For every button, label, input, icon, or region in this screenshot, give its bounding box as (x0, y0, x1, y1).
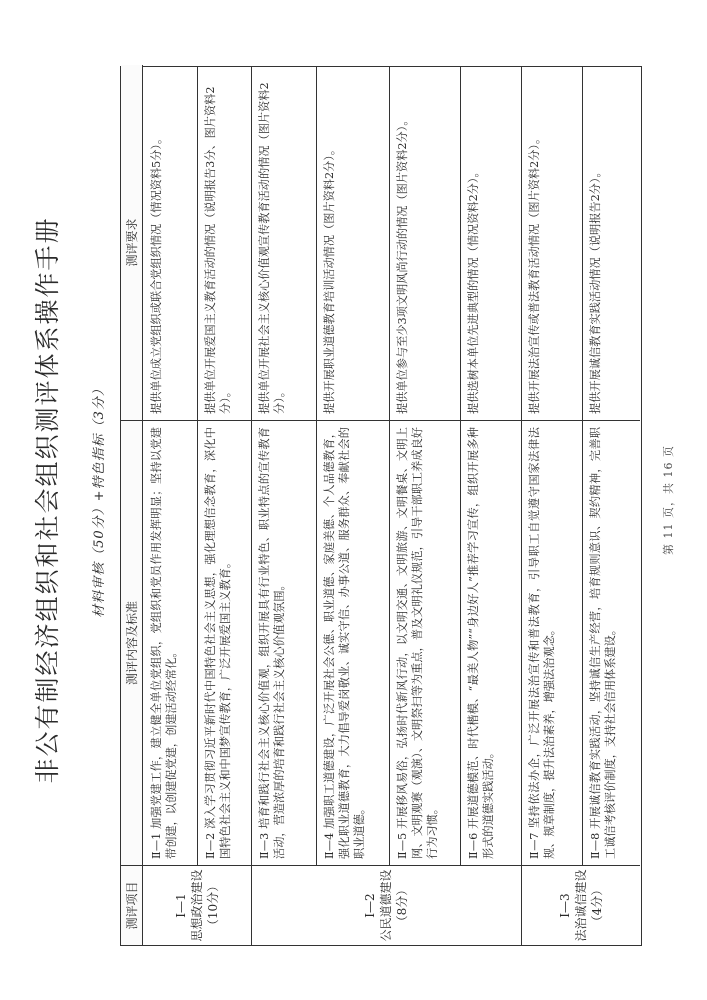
header-content: 测评内容及标准 (121, 420, 143, 865)
content-cell: Ⅱ—7 坚持依法办企，广泛开展法治宣传和普法教育，引导职工自觉遵守国家法律法规、规章制度，提升法治素养，增强法治观念。 (521, 420, 582, 865)
requirement-cell: 提供开展诚信教育实践活动情况（说明报告2分）。 (589, 166, 602, 414)
header-requirement: 测评要求 (121, 65, 143, 420)
content-cell: Ⅱ—6 开展道德模范、时代楷模、“最美人物”“身边好人”推荐学习宣传，组织开展多种形式的道德实践活动。 (460, 420, 521, 865)
content-cell: Ⅱ—4 加强职工道德建设，广泛开展社会公德、职业道德、家庭美德、个人品德教育，强化职业道德教育，大力倡导爱岗敬业、诚实守信、办事公道、服务群众、奉献社会的职业道德。 (316, 420, 389, 865)
category-score: （8分） (395, 883, 409, 928)
requirement-cell: 提供单位参与至少3项文明风尚行动的情况（图片资料2分）。 (396, 114, 409, 414)
content-cell: Ⅱ—2 深入学习贯彻习近平新时代中国特色社会主义思想，强化理想信念教育，深化中国特色社会主义和中国梦宣传教育，广泛开展爱国主义教育。 (197, 420, 251, 865)
category-cell (143, 865, 251, 945)
category-cell (251, 865, 521, 945)
page-title: 非公有制经济组织和社会组织测评体系操作手册 (33, 216, 62, 784)
requirement-cell: 提供单位开展社会主义核心价值观宣传教育活动的情况（图片资料2分）。 (258, 82, 286, 414)
content-cell: Ⅱ—3 培育和践行社会主义核心价值观，组织开展具有行业特色、职业特点的宣传教育活动，营造浓厚的培育和践行社会主义核心价值观氛围。 (251, 420, 316, 865)
category-score: （4分） (589, 883, 604, 928)
content-cell: Ⅱ—8 开展诚信教育实践活动，坚持诚信生产经营，培育规则意识、契约精神，完善职工诚信考核评价制度，支持社会信用体系建设。 (582, 420, 640, 865)
category-score: （10分） (206, 879, 220, 932)
page-footer: 第 11 页，共 16 页 (662, 445, 675, 555)
requirement-cell: 提供开展法治宣传或普法教育活动情况（图片资料2分）。 (528, 132, 541, 414)
category-cell (521, 865, 640, 945)
content-cell: Ⅱ—1 加强党建工作，建立健全单位党组织，党组织和党员作用发挥明显；坚持以党建带创建，以创建促党建，创建活动经常化。 (143, 420, 197, 865)
category-name: 思想政治建设 (190, 869, 204, 942)
category-name: 公民道德建设 (379, 869, 393, 942)
category-code: Ⅰ—3 (557, 893, 572, 918)
category-code: Ⅰ—2 (363, 893, 377, 918)
requirement-cell: 提供开展职业道德教育培训活动情况（图片资料2分）。 (323, 143, 336, 414)
category-name: 法治诚信建设 (573, 869, 588, 942)
content-cell: Ⅱ—5 开展移风易俗，弘扬时代新风行动，以文明交通、文明旅游、文明餐桌、文明上网、文明观赛（观演）、文明祭扫等为重点，普及文明礼仪规范，引导干部职工养成良好行为习惯。 (389, 420, 460, 865)
category-code: Ⅰ—1 (174, 893, 188, 918)
evaluation-table (120, 66, 642, 946)
requirement-cell: 提供选树本单位先进典型的情况（情况资料2分）。 (467, 166, 480, 414)
header-category: 测评项目 (121, 865, 143, 945)
requirement-cell: 提供单位成立党组织或联合党组织情况（情况资料5分）。 (150, 132, 163, 414)
requirement-cell: 提供单位开展爱国主义教育活动的情况（说明报告3分、图片资料2分）。 (204, 86, 232, 414)
page-subtitle: 材料审核（50分）+特色指标（3分） (92, 382, 107, 618)
